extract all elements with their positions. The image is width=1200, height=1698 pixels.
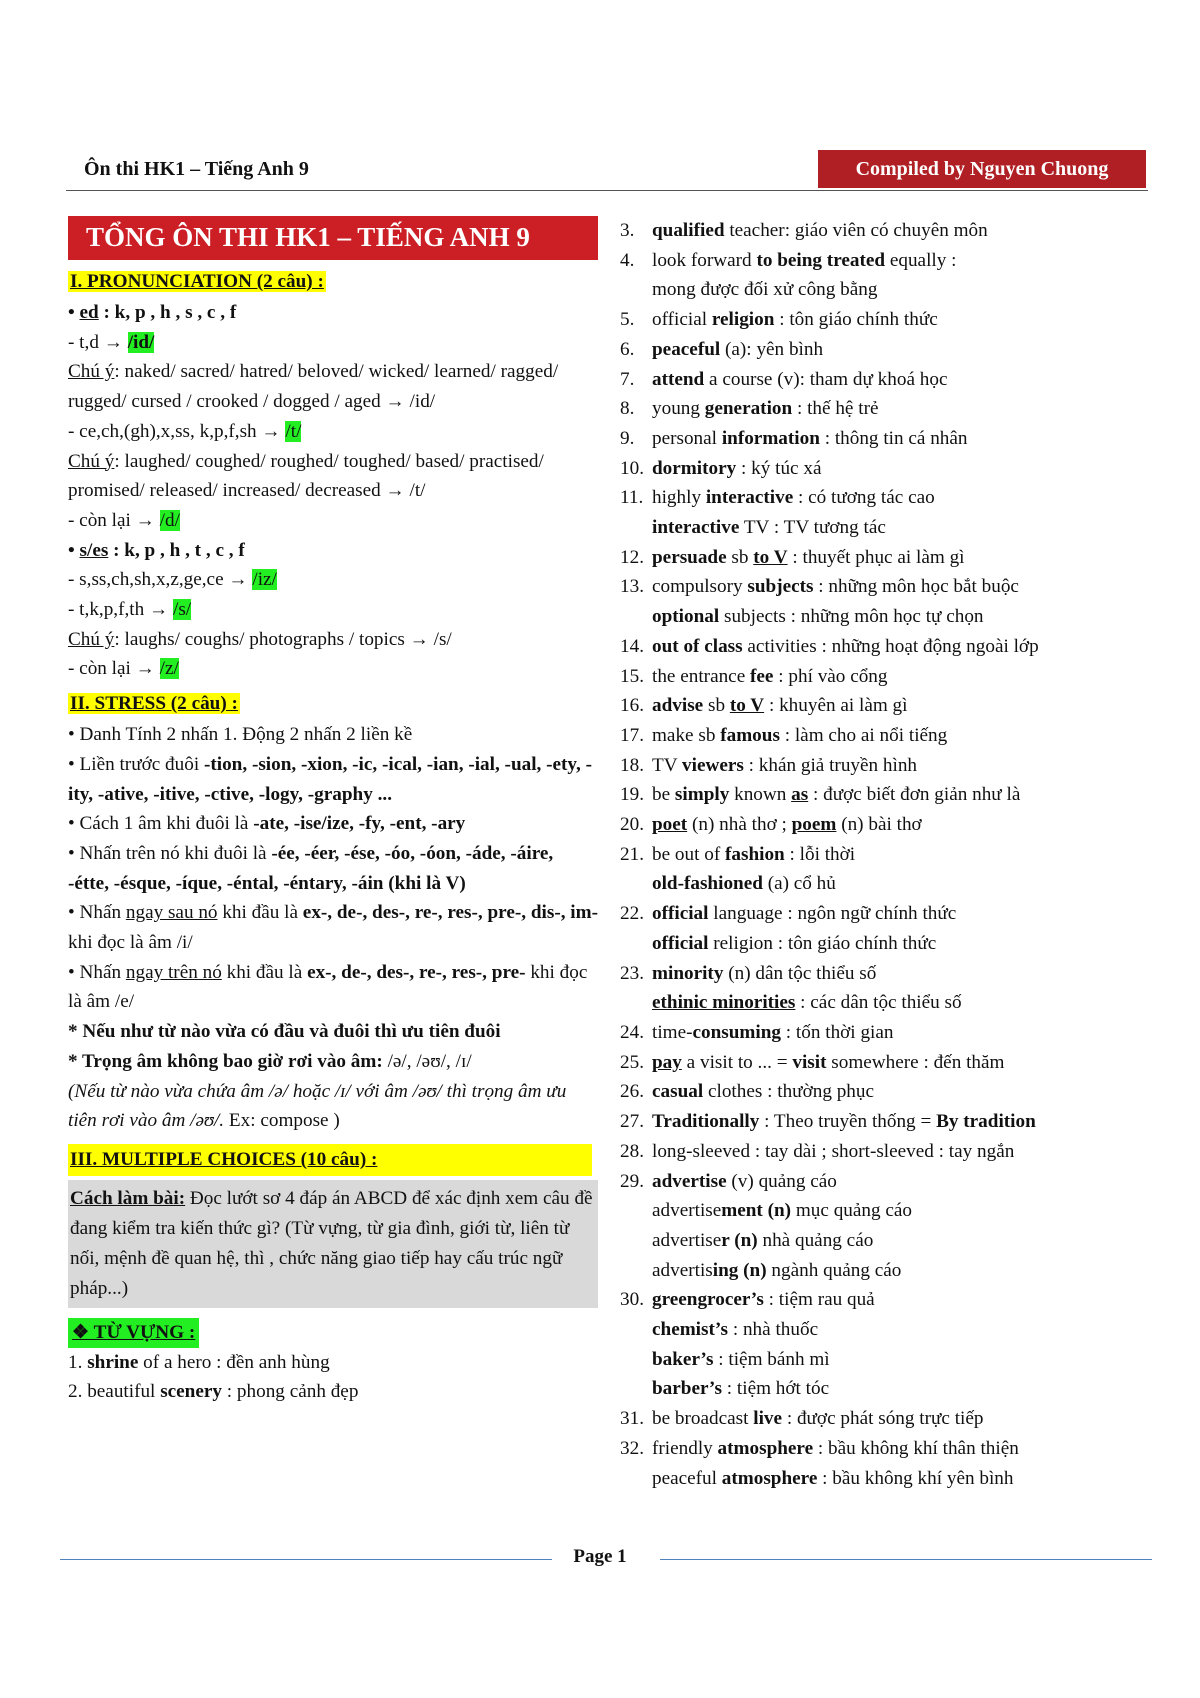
footer-line-left: [60, 1559, 552, 1560]
stress-rule-8: * Trọng âm không bao giờ rơi vào âm: /ə/, /əʊ/, /ɪ/: [68, 1050, 472, 1072]
vocab-item-5: 5. official religion : tôn giáo chính thức: [620, 309, 938, 331]
vocab-item-28: 28. long-sleeved : tay dài ; short-sleeved : tay ngắn: [620, 1140, 1015, 1162]
vocab-item-26: 26. casual clothes : thường phục: [620, 1081, 875, 1103]
vocab-item-13: 13. compulsory subjects : những môn học bắt buộc: [620, 576, 1019, 598]
ed-rule: • ed : k, p , h , s , c , f: [68, 302, 237, 323]
vocab-item-12: 12. persuade sb to V : thuyết phục ai làm gì: [620, 546, 965, 568]
vocab-item-cont: mong được đối xử công bằng: [652, 279, 878, 301]
vocab-item-15: 15. the entrance fee : phí vào cổng: [620, 665, 888, 687]
note-t: Chú ý: laughed/ coughed/ roughed/ toughed/ based/ practised/ promised/ released/ increased/ decreased → /t/: [68, 450, 544, 502]
vocab-title: ❖ TỪ VỰNG :: [68, 1318, 199, 1348]
vocab-item-21: 21. be out of fashion : lỗi thời: [620, 843, 856, 865]
vocab-item-30: 30. greengrocer’s : tiệm rau quả: [620, 1289, 875, 1311]
vocab-item-22: 22. official language : ngôn ngữ chính thức: [620, 903, 957, 925]
left-column: [68, 216, 598, 1407]
vocab-item-31: 31. be broadcast live : được phát sóng trực tiếp: [620, 1408, 984, 1430]
section-stress-heading: II. STRESS (2 câu) :: [70, 693, 238, 715]
compiled-by-badge: Compiled by Nguyen Chuong: [818, 150, 1146, 188]
vocab-item-cont: old-fashioned (a) cổ hủ: [652, 873, 836, 895]
stress-rule-5: • Nhấn ngay sau nó khi đầu là ex-, de-, des-, re-, res-, pre-, dis-, im- khi đọc là âm /i/: [68, 902, 599, 954]
vocab-item-14: 14. out of class activities : những hoạt động ngoài lớp: [620, 635, 1039, 657]
vocab-item-32: 32. friendly atmosphere : bầu không khí thân thiện: [620, 1437, 1019, 1459]
vocab-item-10: 10. dormitory : ký túc xá: [620, 457, 822, 479]
t-rule: - ce,ch,(gh),x,ss, k,p,f,sh → /t/: [68, 420, 302, 442]
vocab-item-cont: ethinic minorities : các dân tộc thiểu số: [652, 992, 962, 1014]
header-title: Ôn thi HK1 – Tiếng Anh 9: [84, 158, 309, 180]
vocab-item-cont: advertising (n) ngành quảng cáo: [652, 1259, 902, 1281]
stress-rule-4: • Nhấn trên nó khi đuôi là -ée, -éer, -ése, -óo, -óon, -áde, -áire, -étte, -ésque, -íque, -éntal, -éntary, -áin (khi là V): [68, 842, 554, 894]
main-title: TỔNG ÔN THI HK1 – TIẾNG ANH 9: [68, 216, 598, 260]
td-rule: - t,d → /id/: [68, 331, 155, 353]
stress-rule-7: * Nếu như từ nào vừa có đầu và đuôi thì ưu tiên đuôi: [68, 1021, 501, 1043]
vocab-item-17: 17. make sb famous : làm cho ai nổi tiếng: [620, 724, 948, 746]
vocab-item-23: 23. minority (n) dân tộc thiểu số: [620, 962, 877, 984]
page-number: Page 1: [573, 1546, 627, 1567]
stress-rule-2: • Liền trước đuôi -tion, -sion, -xion, -ic, -ical, -ian, -ial, -ual, -ety, -ity, -ative, -itive, -ctive, -logy, -graphy ...: [68, 753, 592, 805]
vocab-item-1: 1. shrine of a hero : đền anh hùng: [68, 1351, 330, 1373]
section-pronunciation-heading: I. PRONUNCIATION (2 câu) :: [70, 271, 324, 292]
vocab-item-cont: peaceful atmosphere : bầu không khí yên bình: [652, 1467, 1014, 1489]
vocab-item-cont: barber’s : tiệm hớt tóc: [652, 1378, 830, 1400]
vocab-item-24: 24. time-consuming : tốn thời gian: [620, 1021, 894, 1043]
vocab-item-27: 27. Traditionally : Theo truyền thống = By tradition: [620, 1111, 1036, 1133]
stress-rule-9: (Nếu từ nào vừa chứa âm /ə/ hoặc /ɪ/ với âm /əʊ/ thì trọng âm ưu tiên rơi vào âm /əʊ/. Ex: compose ): [68, 1080, 567, 1132]
d-rule: - còn lại → /d/: [68, 509, 180, 531]
right-column: [620, 216, 1160, 1493]
vocab-item-2: 2. beautiful scenery : phong cảnh đẹp: [68, 1381, 359, 1403]
vocab-item-cont: official religion : tôn giáo chính thức: [652, 932, 937, 954]
note-s: Chú ý: laughs/ coughs/ photographs / topics → /s/: [68, 628, 452, 650]
vocab-item-7: 7. attend a course (v): tham dự khoá học: [620, 368, 948, 390]
stress-rule-6: • Nhấn ngay trên nó khi đầu là ex-, de-, des-, re-, res-, pre- khi đọc là âm /e/: [68, 961, 588, 1013]
vocab-item-20: 20. poet (n) nhà thơ ; poem (n) bài thơ: [620, 814, 922, 836]
vocab-item-cont: baker’s : tiệm bánh mì: [652, 1348, 830, 1370]
vocab-item-25: 25. pay a visit to ... = visit somewhere : đến thăm: [620, 1051, 1005, 1073]
vocab-item-16: 16. advise sb to V : khuyên ai làm gì: [620, 695, 908, 717]
vocab-item-29: 29. advertise (v) quảng cáo: [620, 1170, 837, 1192]
vocab-item-6: 6. peaceful (a): yên bình: [620, 338, 824, 360]
header-divider: [66, 190, 1148, 191]
vocab-item-8: 8. young generation : thế hệ trẻ: [620, 398, 879, 420]
vocab-item-11: 11. highly interactive : có tương tác cao: [620, 487, 935, 509]
stress-rule-1: • Danh Tính 2 nhấn 1. Động 2 nhấn 2 liền kề: [68, 724, 413, 746]
vocab-item-cont: advertisement (n) mục quảng cáo: [652, 1200, 913, 1222]
vocab-item-4: 4. look forward to being treated equally :: [620, 249, 957, 271]
vocab-item-3: 3. qualified teacher: giáo viên có chuyên môn: [620, 220, 988, 241]
vocab-item-cont: interactive TV : TV tương tác: [652, 517, 886, 539]
s-rule: - t,k,p,f,th → /s/: [68, 599, 192, 621]
vocab-item-9: 9. personal information : thông tin cá nhân: [620, 427, 968, 449]
vocab-item-18: 18. TV viewers : khán giả truyền hình: [620, 754, 918, 776]
note-id: Chú ý: naked/ sacred/ hatred/ beloved/ wicked/ learned/ ragged/ rugged/ cursed / crooked / dogged / aged → /id/: [68, 361, 559, 413]
howto-box: Cách làm bài: Đọc lướt sơ 4 đáp án ABCD để xác định xem câu đề đang kiểm tra kiến thức gì? (Từ vựng, từ gia đình, giới từ, liên từ nối, mệnh đề quan hệ, thì , chức năng giao tiếp hay cấu trúc ngữ pháp...): [68, 1180, 598, 1308]
vocab-item-cont: optional subjects : những môn học tự chọn: [652, 606, 984, 628]
footer-line-right: [660, 1559, 1152, 1560]
z-rule: - còn lại → /z/: [68, 658, 179, 680]
ses-rule: • s/es : k, p , h , t , c , f: [68, 539, 245, 561]
stress-rule-3: • Cách 1 âm khi đuôi là -ate, -ise/ize, -fy, -ent, -ary: [68, 813, 466, 835]
iz-rule: - s,ss,ch,sh,x,z,ge,ce → /iz/: [68, 569, 277, 591]
vocab-item-cont: chemist’s : nhà thuốc: [652, 1319, 819, 1341]
vocab-item-19: 19. be simply known as : được biết đơn giản như là: [620, 784, 1021, 806]
section-multiple-choice-heading: III. MULTIPLE CHOICES (10 câu) :: [68, 1144, 592, 1176]
vocab-item-cont: advertiser (n) nhà quảng cáo: [652, 1229, 874, 1251]
